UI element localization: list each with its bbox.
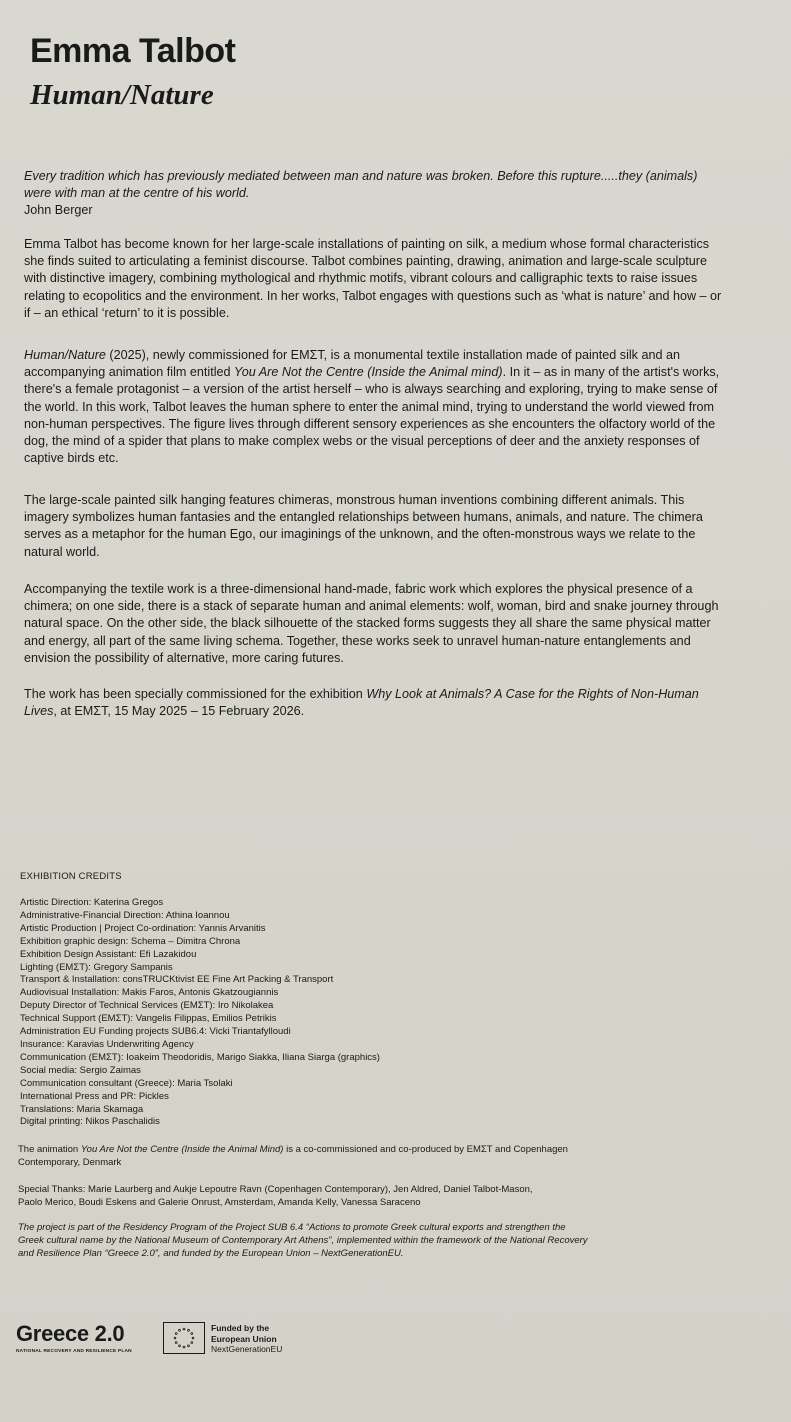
credits-heading: EXHIBITION CREDITS: [20, 871, 122, 882]
eu-star: [175, 1342, 177, 1344]
epigraph-quote: Every tradition which has previously mediated between man and nature was broken. Before this rupture.....they (animals) were with man at the centre of his world.: [24, 169, 698, 201]
credit-item: Social media: Sergio Zaimas: [20, 1064, 141, 1076]
special-thanks: Special Thanks: Marie Laurberg and Aukje Lepoutre Ravn (Copenhagen Contemporary), Jen Aldred, Daniel Talbot-Mason, Paolo Merico, Boudi Eskens and Galerie Onrust, Amsterdam, Amanda Kelly, Vanessa Saraceno: [18, 1184, 533, 1208]
para2-text-a: (2025), newly commissioned for ΕΜΣΤ, is a monumental textile installation made of painted silk and an accompanying animation film entitled: [24, 348, 680, 380]
credit-item: Artistic Direction: Katerina Gregos: [20, 897, 164, 908]
greece-2-logo: [16, 1323, 132, 1354]
eu-line-1: Funded by the: [211, 1323, 270, 1333]
eu-star: [179, 1345, 181, 1347]
eu-star: [183, 1328, 185, 1330]
work-description-paragraph: [24, 347, 724, 467]
credit-item: Transport & Installation: consTRUCKtivist EE Fine Art Packing & Transport: [20, 974, 334, 986]
eu-star: [191, 1342, 193, 1344]
credits-list: [20, 897, 380, 1129]
animation-title-inline: You Are Not the Centre (Inside the Animal Mind): [80, 1144, 284, 1155]
credit-item: Translations: Maria Skamaga: [20, 1103, 144, 1115]
credit-item: Lighting (ΕΜΣΤ): Gregory Sampanis: [20, 961, 173, 973]
eu-funding-label: [211, 1323, 282, 1355]
animation-note: [18, 1144, 618, 1170]
fabric-work-paragraph: Accompanying the textile work is a three-dimensional hand-made, fabric work which explores the physical presence of a chimera; on one side, there is a stack of separate human and animal elements: wolf, woman, bird and snake journey through natural space. On the other side, the black silhouette of the stacked forms suggests they all share the same physical matter and energy, all part of the same living schema. Together, these works seek to unravel human-nature entanglements and envision the possibility of alternative, more caring futures.: [24, 582, 719, 665]
funding-note: The project is part of the Residency Program of the Project SUB 6.4 “Actions to promote Greek cultural exports and strengthen the Greek cultural name by the National Museum of Contemporary Art Athens”, implemented within the framework of the National Recovery and Resilience Plan “Greece 2.0”, and funded by the European Union – NextGenerationEU.: [18, 1222, 588, 1259]
epigraph-author: John Berger: [24, 203, 93, 218]
credit-item: Insurance: Karavias Underwriting Agency: [20, 1038, 194, 1050]
eu-star: [183, 1346, 185, 1348]
eu-star: [191, 1333, 193, 1335]
eu-flag-icon: [163, 1322, 205, 1354]
eu-line-2: European Union: [211, 1333, 277, 1344]
animation-note-a: The animation: [18, 1144, 81, 1155]
eu-line-3: NextGenerationEU: [211, 1344, 283, 1354]
para5-text-a: The work has been specially commissioned for the exhibition: [24, 687, 367, 701]
eu-star: [174, 1337, 176, 1339]
artist-name: Emma Talbot: [30, 32, 236, 70]
para2-text-b: . In it – as in many of the artist's works, there's a female protagonist – a version of the artist herself – who is always searching and exploring, trying to make sense of the world. In this work, Talbot leaves the human sphere to enter the animal mind, trying to understand the world viewed from non-human perspectives. The figure lives through different sensory experiences as she encounters the olfactory world of the dog, the mind of a spider that plans to make complex webs or the visual perceptions of deer and the anxiety responses of captive birds etc.: [24, 365, 720, 466]
credit-item: Digital printing: Nikos Paschalidis: [20, 1116, 160, 1128]
eu-star: [192, 1337, 194, 1339]
exhibition-title-inline: Why Look at Animals? A Case for the Rights of Non-Human Lives: [24, 687, 699, 719]
credit-item: Artistic Production | Project Co-ordination: Yannis Arvanitis: [20, 922, 266, 934]
credit-item: Communication consultant (Greece): Maria Tsolaki: [20, 1077, 233, 1089]
credit-item: Communication (ΕΜΣΤ): Ioakeim Theodoridis, Marigo Siakka, Iliana Siarga (graphics): [20, 1051, 380, 1063]
credit-item: Technical Support (ΕΜΣΤ): Vangelis Filippas, Emilios Petrikis: [20, 1013, 277, 1025]
credit-item: Deputy Director of Technical Services (ΕΜΣΤ): Iro Nikolakea: [20, 1000, 274, 1012]
animation-note-b: is a co-commissioned and co-produced by ΕΜΣΤ and Copenhagen Contemporary, Denmark: [18, 1144, 568, 1168]
credit-item: Administrative-Financial Direction: Athina Ioannou: [20, 909, 230, 921]
credit-item: Exhibition Design Assistant: Efi Lazakidou: [20, 948, 197, 960]
commission-paragraph: [24, 686, 724, 720]
credit-item: Administration EU Funding projects SUB6.4: Vicki Triantafylloudi: [20, 1026, 291, 1038]
eu-stars-icon: [164, 1323, 204, 1353]
para5-text-b: , at ΕΜΣΤ, 15 May 2025 – 15 February 2026.: [53, 704, 305, 719]
intro-paragraph: Emma Talbot has become known for her large-scale installations of painting on silk, a medium whose formal characteristics she finds suited to articulating a feminist discourse. Talbot combines painting, drawing, animation and large-scale sculpture with distinctive imagery, combining mythological and rhythmic motifs, vibrant colours and calligraphic texts to raise issues relating to ecopolitics and the environment. In her works, Talbot engages with questions such as ‘what is nature’ and how – or if – an ethical ‘return’ to it is possible.: [24, 237, 722, 320]
credit-item: Audiovisual Installation: Makis Faros, Antonis Gkatzougiannis: [20, 987, 279, 999]
epigraph: [24, 168, 724, 220]
eu-star: [188, 1329, 190, 1331]
credit-item: International Press and PR: Pickles: [20, 1090, 169, 1102]
greece-logo-word: Greece 2.0: [16, 1321, 125, 1346]
eu-star: [175, 1333, 177, 1335]
credit-item: Exhibition graphic design: Schema – Dimitra Chrona: [20, 935, 241, 947]
work-title-inline: Human/Nature: [24, 348, 106, 362]
eu-star: [179, 1329, 181, 1331]
work-title: Human/Nature: [30, 79, 214, 111]
chimera-paragraph: The large-scale painted silk hanging features chimeras, monstrous human inventions combining different animals. This imagery symbolizes human fantasies and the entangled relationships between humans, animals, and nature. The chimera serves as a metaphor for the human Ego, our imaginings of the unknown, and the often-monstrous ways we relate to the natural world.: [24, 493, 703, 559]
greece-logo-subtitle: NATIONAL RECOVERY AND RESILIENCE PLAN: [16, 1349, 132, 1354]
film-title-inline: You Are Not the Centre (Inside the Animal mind): [234, 365, 503, 380]
eu-star: [188, 1345, 190, 1347]
